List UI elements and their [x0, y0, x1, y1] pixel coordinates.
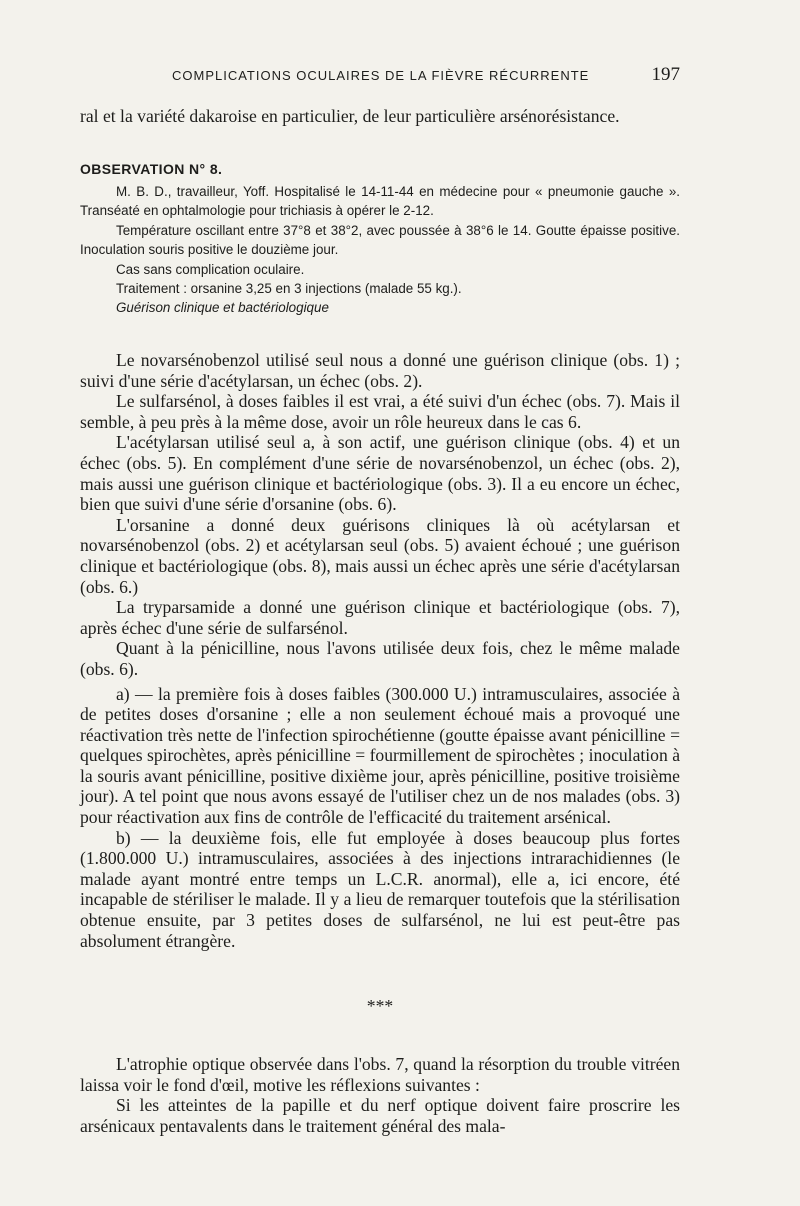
paragraph: Le sulfarsénol, à doses faibles il est vrai, a été suivi d'un échec (obs. 7). Mais il semble, à peu près à la même dose, avoir un rôle heureux dans le cas 6. — [80, 391, 680, 432]
observation-line: Traitement : orsanine 3,25 en 3 injections (malade 55 kg.). — [116, 281, 462, 297]
page-number: 197 — [651, 64, 680, 85]
paragraph: Quant à la pénicilline, nous l'avons utilisée deux fois, chez le même malade (obs. 6). — [80, 638, 680, 679]
section-separator: *** — [366, 996, 394, 1016]
paragraph: Le novarsénobenzol utilisé seul nous a donné une guérison clinique (obs. 1) ; suivi d'une série d'acétylarsan, un échec (obs. 2). — [80, 350, 680, 391]
paragraph: L'acétylarsan utilisé seul a, à son actif, une guérison clinique (obs. 4) et un échec (obs. 5). En complément d'une série de novarsénobenzol, un échec (obs. 2), mais aussi une guérison clinique et bactériologique (obs. 3). Il a eu encore un échec, bien que suivi d'une série d'orsanine (obs. 6). — [80, 432, 680, 515]
observation-result: Guérison clinique et bactériologique — [116, 300, 329, 316]
paragraph: a) — la première fois à doses faibles (300.000 U.) intramusculaires, associée à de petites doses d'orsanine ; elle a non seulement échoué mais a provoqué une réactivation très nette de l'infection spirochétienne (goutte épaisse avant pénicilline = quelques spirochètes, après pénicilline = fourmillement de spirochètes ; inoculation à la souris avant pénicilline, positive dixième jour, après pénicilline, positive troisième jour). A tel point que nous avons essayé de l'utiliser chez un de nos malades (obs. 3) pour réactivation aux fins de contrôle de l'efficacité du traitement arsénical. — [80, 683, 680, 828]
observation-line: Cas sans complication oculaire. — [116, 261, 305, 277]
paragraph: b) — la deuxième fois, elle fut employée à doses beaucoup plus fortes (1.800.000 U.) intramusculaires, associées à des injections intrarachidiennes (le malade ayant montré entre temps un L.C.R. anormal), elle a, ici encore, été incapable de stériliser le malade. Il y a lieu de remarquer toutefois que la stérilisation obtenue ensuite, par 3 petites doses de sulfarsénol, ne lui est peut-être pas absolument étrangère. — [80, 827, 680, 951]
closing-text — [80, 1054, 680, 1136]
observation-box — [80, 161, 680, 318]
intro-paragraph: ral et la variété dakaroise en particulier, de leur particulière arsénorésistance. — [80, 106, 620, 126]
observation-title: OBSERVATION N° 8. — [80, 161, 223, 177]
observation-line: Température oscillant entre 37°8 et 38°2, avec poussée à 38°6 le 14. Goutte épaisse positive. Inoculation souris positive le douzième jour. — [80, 222, 680, 258]
paragraph: La tryparsamide a donné une guérison clinique et bactériologique (obs. 7), après échec d'une série de sulfarsénol. — [80, 597, 680, 638]
page-header — [80, 64, 680, 88]
observation-line: M. B. D., travailleur, Yoff. Hospitalisé le 14-11-44 en médecine pour « pneumonie gauche ». Transéaté en ophtalmologie pour trichiasis à opérer le 2-12. — [80, 184, 680, 219]
paragraph: L'orsanine a donné deux guérisons cliniques là où acétylarsan et novarsénobenzol (obs. 2) et acétylarsan seul (obs. 5) avaient échoué ; une guérison clinique et bactériologique (obs. 8), mais aussi un échec après une série d'acétylarsan (obs. 6.) — [80, 514, 680, 597]
running-title: COMPLICATIONS OCULAIRES DE LA FIÈVRE RÉCURRENTE — [172, 68, 590, 83]
paragraph: Si les atteintes de la papille et du nerf optique doivent faire proscrire les arsénicaux pentavalents dans le traitement général des mala- — [80, 1095, 680, 1136]
main-text — [80, 350, 680, 951]
paragraph: L'atrophie optique observée dans l'obs. 7, quand la résorption du trouble vitréen laissa voir le fond d'œil, motive les réflexions suivantes : — [80, 1054, 680, 1095]
